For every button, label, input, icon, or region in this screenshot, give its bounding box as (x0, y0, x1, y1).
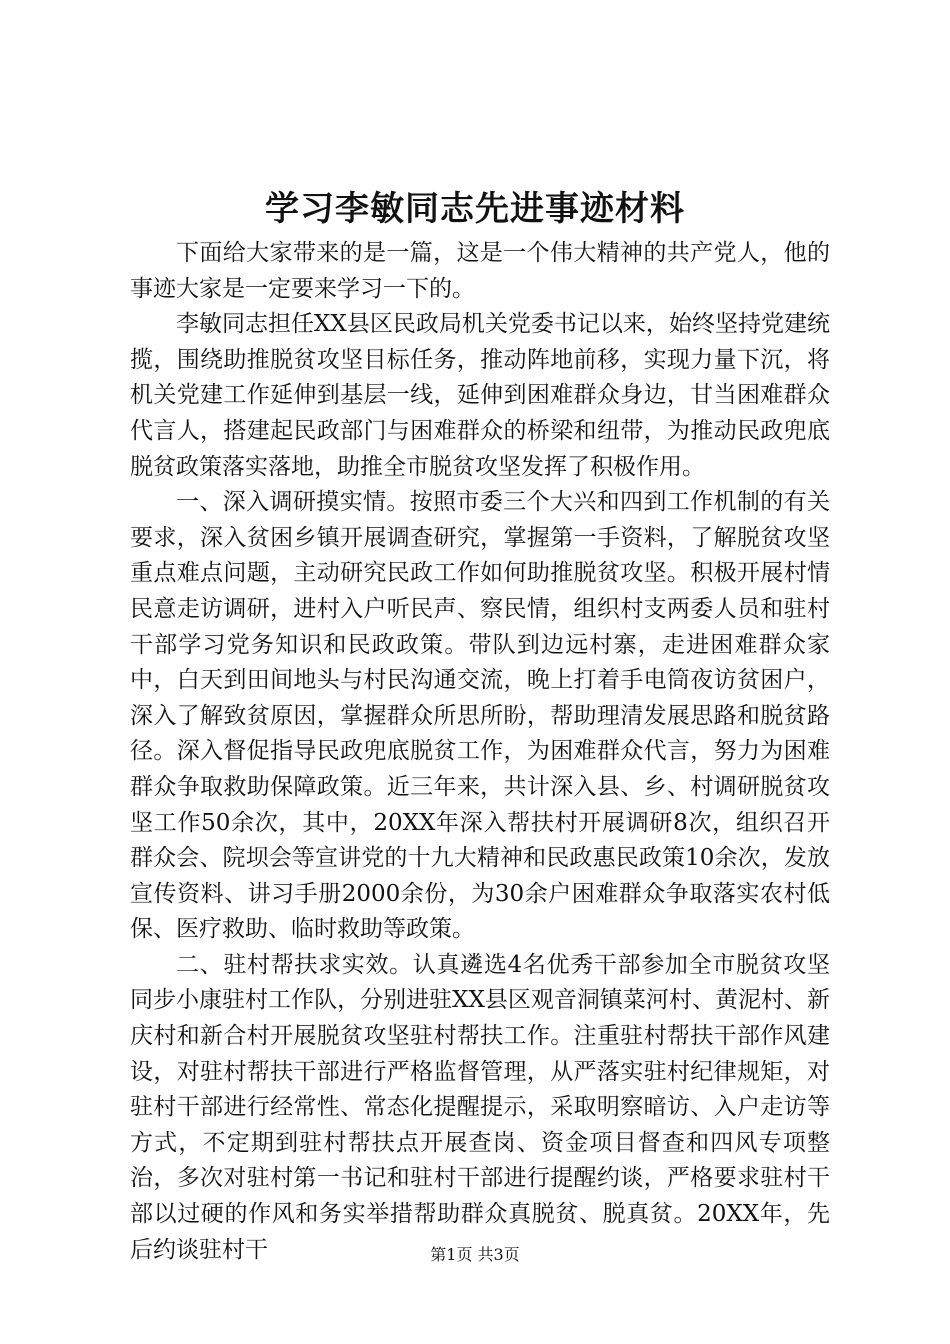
document-title: 学习李敏同志先进事迹材料 (265, 189, 685, 229)
paragraph-section-2: 二、驻村帮扶求实效。认真遴选4名优秀干部参加全市脱贫攻坚同步小康驻村工作队，分别进驻XX县区观音洞镇菜河村、黄泥村、新庆村和新合村开展脱贫攻坚驻村帮扶工作。注重驻村帮扶干部作风建设，对驻村帮扶干部进行严格监督管理，从严落实驻村纪律规矩，对驻村干部进行经常性、常态化提醒提示，采取明察暗访、入户走访等方式，不定期到驻村帮扶点开展查岗、资金项目督查和四风专项整治，多次对驻村第一书记和驻村干部进行提醒约谈，严格要求驻村干部以过硬的作风和务实举措帮助群众真脱贫、脱真贫。20XX年，先后约谈驻村干 (130, 951, 830, 1263)
page-footer: 第1页 共3页 (430, 1245, 520, 1264)
document-body (130, 236, 830, 1268)
paragraph-intro: 下面给大家带来的是一篇，这是一个伟大精神的共产党人，他的事迹大家是一定要来学习一下的。 (130, 240, 830, 302)
paragraph-section-1: 一、深入调研摸实情。按照市委三个大兴和四到工作机制的有关要求，深入贫困乡镇开展调查研究，掌握第一手资料，了解脱贫攻坚重点难点问题，主动研究民政工作如何助推脱贫攻坚。积极开展村情民意走访调研，进村入户听民声、察民情，组织村支两委人员和驻村干部学习党务知识和民政政策。带队到边远村寨，走进困难群众家中，白天到田间地头与村民沟通交流，晚上打着手电筒夜访贫困户，深入了解致贫原因，掌握群众所思所盼，帮助理清发展思路和脱贫路径。深入督促指导民政兜底脱贫工作，为困难群众代言，努力为困难群众争取救助保障政策。近三年来，共计深入县、乡、村调研脱贫攻坚工作50余次，其中，20XX年深入帮扶村开展调研8次，组织召开群众会、院坝会等宣讲党的十九大精神和民政惠民政策10余次，发放宣传资料、讲习手册2000余份，为30余户困难群众争取落实农村低保、医疗救助、临时救助等政策。 (130, 489, 830, 943)
paragraph-overview: 李敏同志担任XX县区民政局机关党委书记以来，始终坚持党建统揽，围绕助推脱贫攻坚目标任务，推动阵地前移，实现力量下沉，将机关党建工作延伸到基层一线，延伸到困难群众身边，甘当困难群众代言人，搭建起民政部门与困难群众的桥梁和纽带，为推动民政兜底脱贫政策落实落地，助推全市脱贫攻坚发挥了积极作用。 (130, 311, 830, 480)
